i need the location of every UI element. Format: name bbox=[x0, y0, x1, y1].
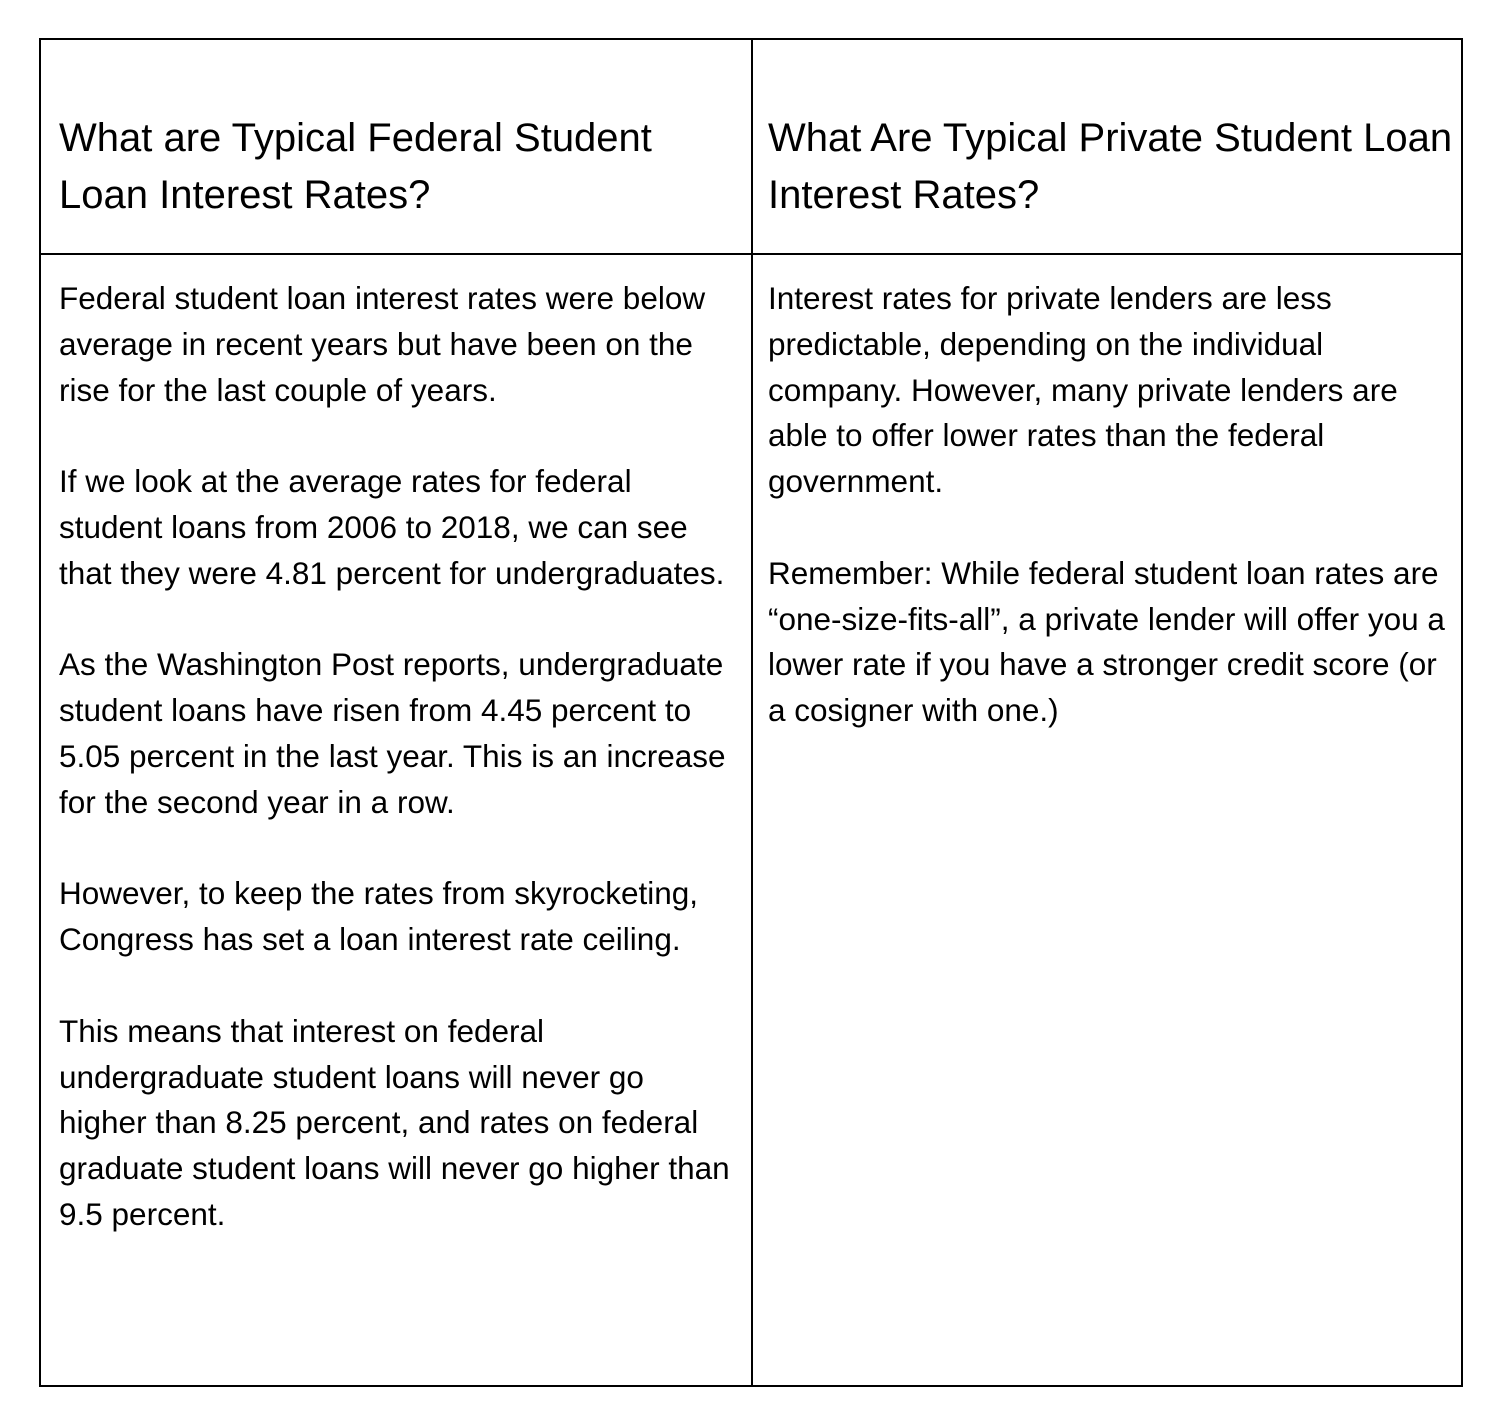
column-divider bbox=[751, 40, 753, 1385]
federal-rates-cell bbox=[59, 276, 739, 1238]
federal-paragraph: However, to keep the rates from skyrocketing, Congress has set a loan interest rate ceiling. bbox=[59, 875, 699, 958]
federal-paragraph: This means that interest on federal undergraduate student loans will never go higher than 8.25 percent, and rates on federal graduate student loans will never go higher than 9.5 percent. bbox=[59, 1012, 730, 1232]
federal-paragraph: As the Washington Post reports, undergraduate student loans have risen from 4.45 percent to 5.05 percent in the last year. This is an increase for the second year in a row. bbox=[59, 646, 726, 820]
private-rates-header: What Are Typical Private Student Loan Interest Rates? bbox=[768, 116, 1453, 217]
private-rates-cell bbox=[768, 276, 1458, 734]
federal-rates-header: What are Typical Federal Student Loan Interest Rates? bbox=[59, 116, 652, 217]
comparison-table bbox=[39, 38, 1463, 1387]
federal-paragraph: If we look at the average rates for federal student loans from 2006 to 2018, we can see that they were 4.81 percent for undergraduates. bbox=[59, 463, 725, 591]
federal-paragraph: Federal student loan interest rates were below average in recent years but have been on the rise for the last couple of years. bbox=[59, 280, 706, 408]
private-paragraph: Interest rates for private lenders are less predictable, depending on the individual company. However, many private lenders are able to offer lower rates than the federal government. bbox=[768, 280, 1398, 500]
private-paragraph: Remember: While federal student loan rates are “one-size-fits-all”, a private lender will offer you a lower rate if you have a stronger credit score (or a cosigner with one.) bbox=[768, 554, 1445, 729]
header-row-divider bbox=[41, 253, 1461, 255]
